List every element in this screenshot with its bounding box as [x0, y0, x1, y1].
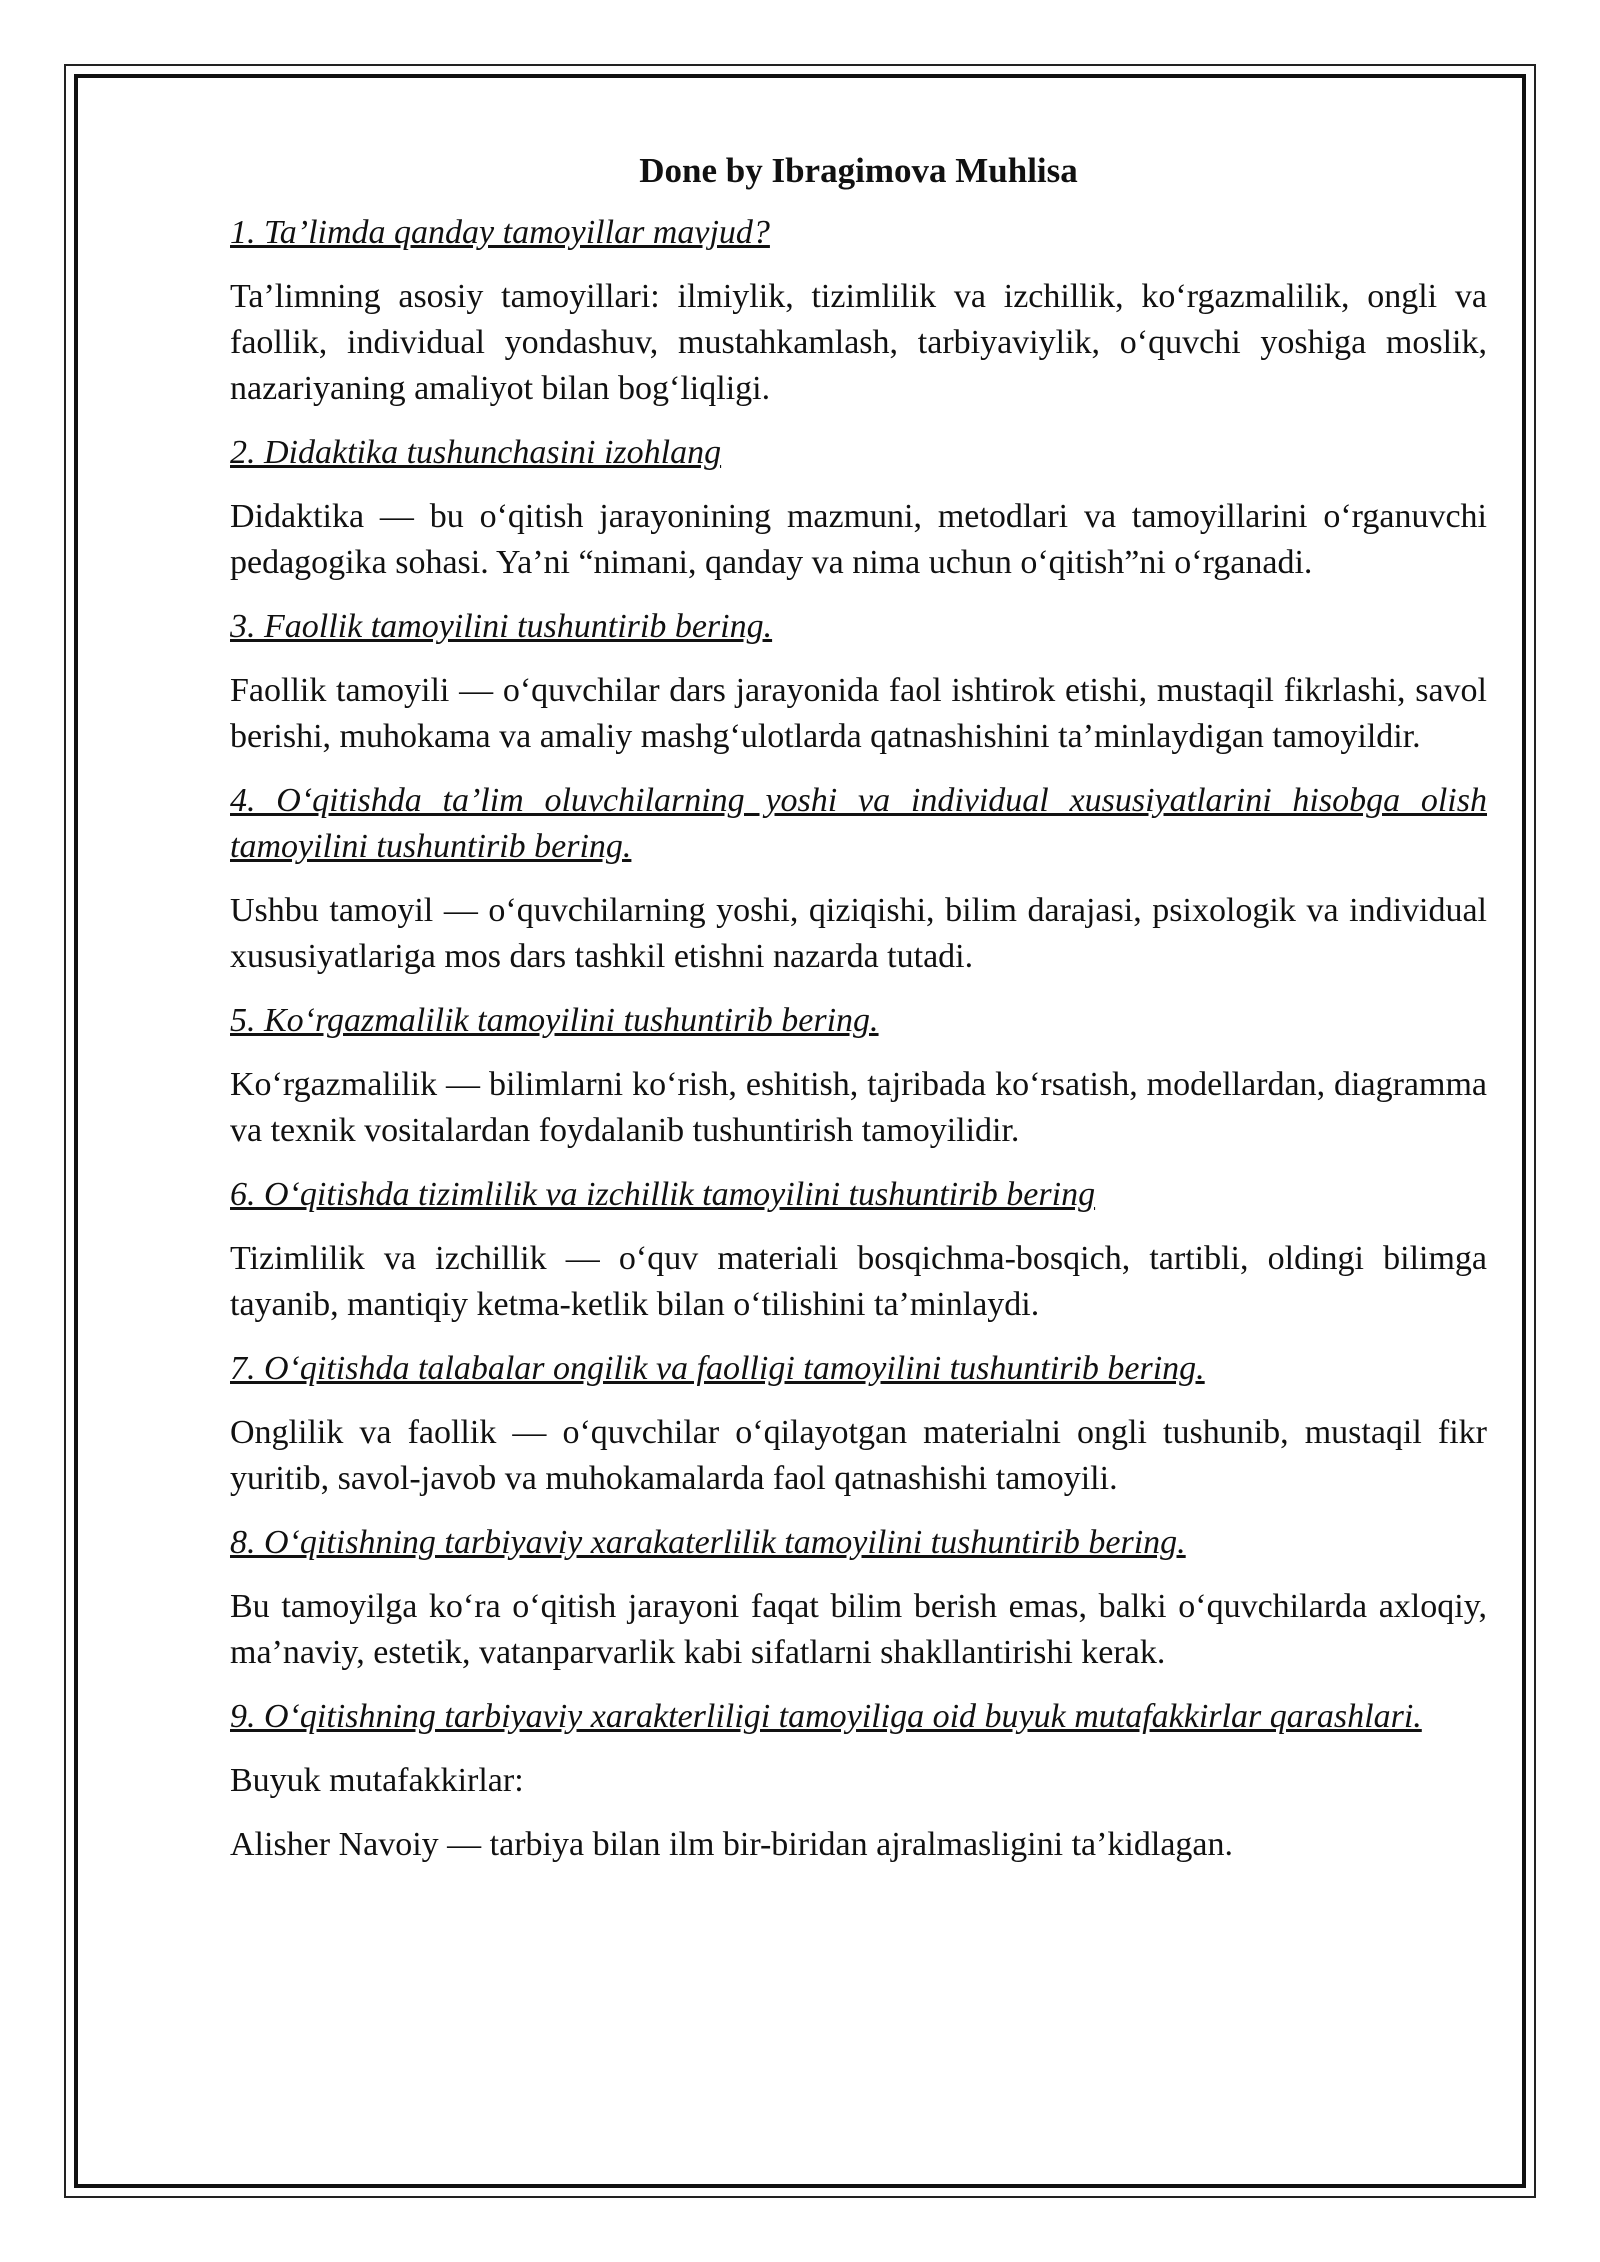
- answer-8: Bu tamoyilga koʻra oʻqitish jarayoni faqat bilim berish emas, balki oʻquvchilarda axloqiy, ma’naviy, estetik, vatanparvarlik kabi sifatlarni shakllantirishi kerak.: [230, 1588, 1487, 1671]
- document-title: Done by Ibragimova Muhlisa: [639, 151, 1078, 190]
- question-6: 6. Oʻqitishda tizimlilik va izchillik tamoyilini tushuntirib bering: [230, 1176, 1096, 1213]
- question-9: 9. Oʻqitishning tarbiyaviy xarakterliligi tamoyiliga oid buyuk mutafakkirlar qarashlari.: [230, 1698, 1422, 1735]
- answer-5: Koʻrgazmalilik — bilimlarni koʻrish, eshitish, tajribada koʻrsatish, modellardan, diagramma va texnik vositalardan foydalanib tushuntirish tamoyilidir.: [230, 1066, 1487, 1149]
- answer-2: Didaktika — bu oʻqitish jarayonining mazmuni, metodlari va tamoyillarini oʻrganuvchi pedagogika sohasi. Ya’ni “nimani, qanday va nima uchun oʻqitish”ni oʻrganadi.: [230, 498, 1487, 581]
- answer-1: Ta’limning asosiy tamoyillari: ilmiylik, tizimlilik va izchillik, koʻrgazmalilik, ongli va faollik, individual yondashuv, mustahkamlash, tarbiyaviylik, oʻquvchi yoshiga moslik, nazariyaning amaliyot bilan bogʻliqligi.: [230, 278, 1487, 407]
- question-1: 1. Ta’limda qanday tamoyillar mavjud?: [230, 214, 770, 251]
- question-8: 8. Oʻqitishning tarbiyaviy xarakaterlilik tamoyilini tushuntirib bering.: [230, 1524, 1186, 1561]
- question-2: 2. Didaktika tushunchasini izohlang: [230, 434, 722, 471]
- answer-7: Onglilik va faollik — oʻquvchilar oʻqilayotgan materialni ongli tushunib, mustaqil fikr yuritib, savol-javob va muhokamalarda faol qatnashishi tamoyili.: [230, 1414, 1487, 1497]
- question-3: 3. Faollik tamoyilini tushuntirib bering.: [230, 608, 773, 645]
- document-body: [230, 148, 1487, 1886]
- answer-9: Buyuk mutafakkirlar:: [230, 1762, 524, 1799]
- answer-4: Ushbu tamoyil — oʻquvchilarning yoshi, qiziqishi, bilim darajasi, psixologik va individual xususiyatlariga mos dars tashkil etishni nazarda tutadi.: [230, 892, 1487, 975]
- question-7: 7. Oʻqitishda talabalar ongilik va faolligi tamoyilini tushuntirib bering.: [230, 1350, 1205, 1387]
- question-4: 4. Oʻqitishda ta’lim oluvchilarning yoshi va individual xususiyatlarini hisobga olish tamoyilini tushuntirib bering.: [230, 782, 1487, 865]
- question-5: 5. Koʻrgazmalilik tamoyilini tushuntirib bering.: [230, 1002, 879, 1039]
- answer-6: Tizimlilik va izchillik — oʻquv materiali bosqichma-bosqich, tartibli, oldingi bilimga tayanib, mantiqiy ketma-ketlik bilan oʻtilishini ta’minlaydi.: [230, 1240, 1487, 1323]
- closing-paragraph: Alisher Navoiy — tarbiya bilan ilm bir-biridan ajralmasligini ta’kidlagan.: [230, 1826, 1233, 1863]
- answer-3: Faollik tamoyili — oʻquvchilar dars jarayonida faol ishtirok etishi, mustaqil fikrlashi, savol berishi, muhokama va amaliy mashgʻulotlarda qatnashishini ta’minlaydigan tamoyildir.: [230, 672, 1487, 755]
